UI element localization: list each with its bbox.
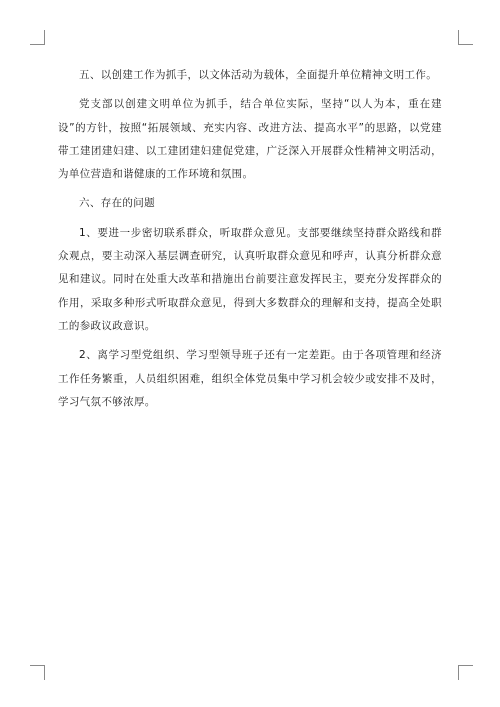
problem-item-one: 1、要进一步密切联系群众，听取群众意见。支部要继续坚持群众路线和群众观点，要主动深入基层调查研究，认真听取群众意见和呼声，认真分析群众意见和建议。同时在处重大改革和措施出台前要注意发挥民主，要充分发挥群众的作用，采取多种形式听取群众意见，得到大多数群众的理解和支持，提高全处职工的参政议政意识。 [58,226,442,332]
crop-mark-bottom-left [30,665,45,680]
problem-item-two: 2、离学习型党组织、学习型领导班子还有一定差距。由于各项管理和经济工作任务繁重，人员组织困难，组织全体党员集中学习机会较少或安排不及时，学习气氛不够浓厚。 [58,349,442,408]
crop-mark-bottom-right [458,665,473,680]
crop-mark-top-left [30,30,45,45]
section-heading-five: 五、以创建工作为抓手，以文体活动为载体，全面提升单位精神文明工作。 [79,69,438,81]
crop-mark-top-right [458,30,473,45]
document-body [58,64,442,414]
section-heading-six: 六、存在的问题 [79,197,155,210]
section-paragraph-five: 党支部以创建文明单位为抓手，结合单位实际，坚持“以人为本，重在建设”的方针，按照“拓展领域、充实内容、改进方法、提高水平”的思路，以党建带工建团建妇建、以工建团建妇建促党建，广泛深入开展群众性精神文明活动，为单位营造和谐健康的工作环境和氛围。 [58,98,442,181]
